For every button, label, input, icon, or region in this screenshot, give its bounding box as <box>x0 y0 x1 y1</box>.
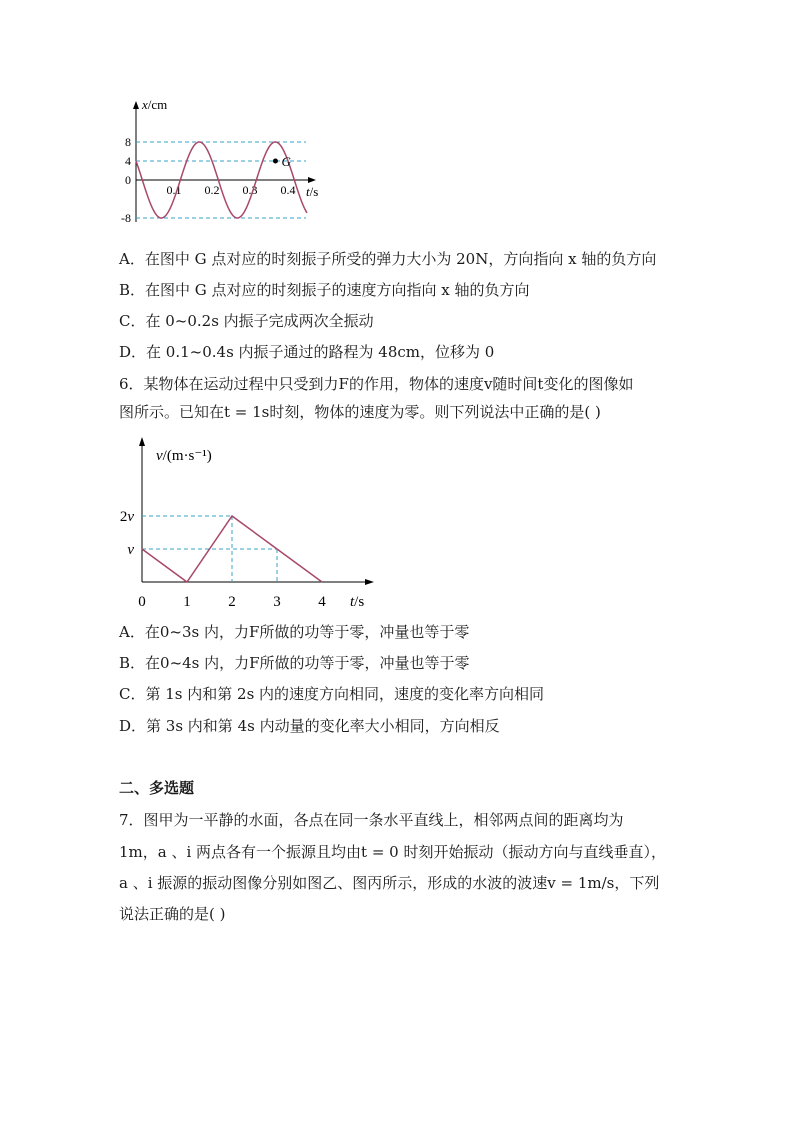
x-axis-label <box>350 594 364 610</box>
oscillation-chart <box>118 97 328 232</box>
q7-line-2: 1m，a 、i 两点各有一个振源且均由t = 0 时刻开始振动（振动方向与直线垂直）， <box>119 843 666 861</box>
oscillation-chart-body <box>121 97 318 225</box>
y-axis-label <box>156 448 212 464</box>
y-axis-label-var: x <box>142 97 148 112</box>
x-axis-label-var: t <box>306 184 310 199</box>
y-tick-var: v <box>127 509 134 525</box>
y-tick-var: v <box>127 542 134 558</box>
q7-line-4: 说法正确的是( ) <box>119 905 226 923</box>
x-tick-label: 0.4 <box>280 183 296 197</box>
x-tick-label: 0.3 <box>242 183 258 197</box>
point-g-label: G <box>281 154 291 169</box>
q5-option-b: B．在图中 G 点对应的时刻振子的速度方向指向 x 轴的负方向 <box>119 281 530 299</box>
q6-option-b: B．在0~4s 内，力F所做的功等于零，冲量也等于零 <box>119 654 470 672</box>
x-axis-label-var: t <box>350 594 355 610</box>
q6-option-d: D．第 3s 内和第 4s 内动量的变化率大小相同，方向相反 <box>119 717 500 735</box>
y-axis-arrow <box>133 101 139 109</box>
x-tick-label: 0.1 <box>166 183 182 197</box>
y-tick-label: -8 <box>121 211 131 225</box>
y-axis-label-unit: /cm <box>147 97 168 112</box>
y-tick-coef: 2 <box>119 509 128 525</box>
y-tick-label <box>120 509 135 525</box>
x-axis-label-unit: /s <box>309 184 319 199</box>
y-tick-label <box>127 542 134 558</box>
x-axis-label-unit: /s <box>354 594 365 610</box>
x-tick-label: 4 <box>318 594 326 610</box>
q6-stem-line-1: 6．某物体在运动过程中只受到力F的作用，物体的速度v随时间t变化的图像如 <box>119 375 634 393</box>
velocity-chart-body <box>120 437 374 610</box>
y-axis-label-unit: /(m·s⁻¹) <box>162 448 212 464</box>
x-tick-label: 0 <box>138 594 146 610</box>
y-axis-label <box>141 97 167 112</box>
x-tick-label: 2 <box>228 594 236 610</box>
y-axis-label-var: v <box>156 448 163 464</box>
x-tick-label: 1 <box>183 594 191 610</box>
q6-option-c: C．第 1s 内和第 2s 内的速度方向相同，速度的变化率方向相同 <box>119 685 545 703</box>
y-tick-label: 0 <box>125 173 131 187</box>
x-tick-label: 0.2 <box>204 183 220 197</box>
y-axis-arrow <box>139 437 145 446</box>
q6-stem-line-2: 图所示。已知在t = 1s时刻，物体的速度为零。则下列说法中正确的是( ) <box>119 403 601 421</box>
section-title: 二、多选题 <box>119 779 195 797</box>
x-axis-label <box>306 184 318 199</box>
q6-option-a: A．在0~3s 内，力F所做的功等于零，冲量也等于零 <box>119 623 470 641</box>
x-axis-arrow <box>365 579 374 585</box>
q7-line-1: 7．图甲为一平静的水面，各点在同一条水平直线上，相邻两点间的距离均为 <box>119 811 624 829</box>
q5-option-a: A．在图中 G 点对应的时刻振子所受的弹力大小为 20N，方向指向 x 轴的负方向 <box>119 250 657 268</box>
x-axis-arrow <box>308 177 316 183</box>
velocity-chart <box>112 432 392 612</box>
q7-line-3: a 、i 振源的振动图像分别如图乙、图丙所示，形成的水波的波速v = 1m/s，下列 <box>119 874 660 892</box>
x-tick-label: 3 <box>273 594 281 610</box>
y-tick-label: 4 <box>125 154 131 168</box>
y-tick-label: 8 <box>125 135 131 149</box>
q5-option-d: D．在 0.1~0.4s 内振子通过的路程为 48cm，位移为 0 <box>119 343 495 361</box>
q5-option-c: C．在 0~0.2s 内振子完成两次全振动 <box>119 312 374 330</box>
point-g-marker <box>273 159 278 164</box>
